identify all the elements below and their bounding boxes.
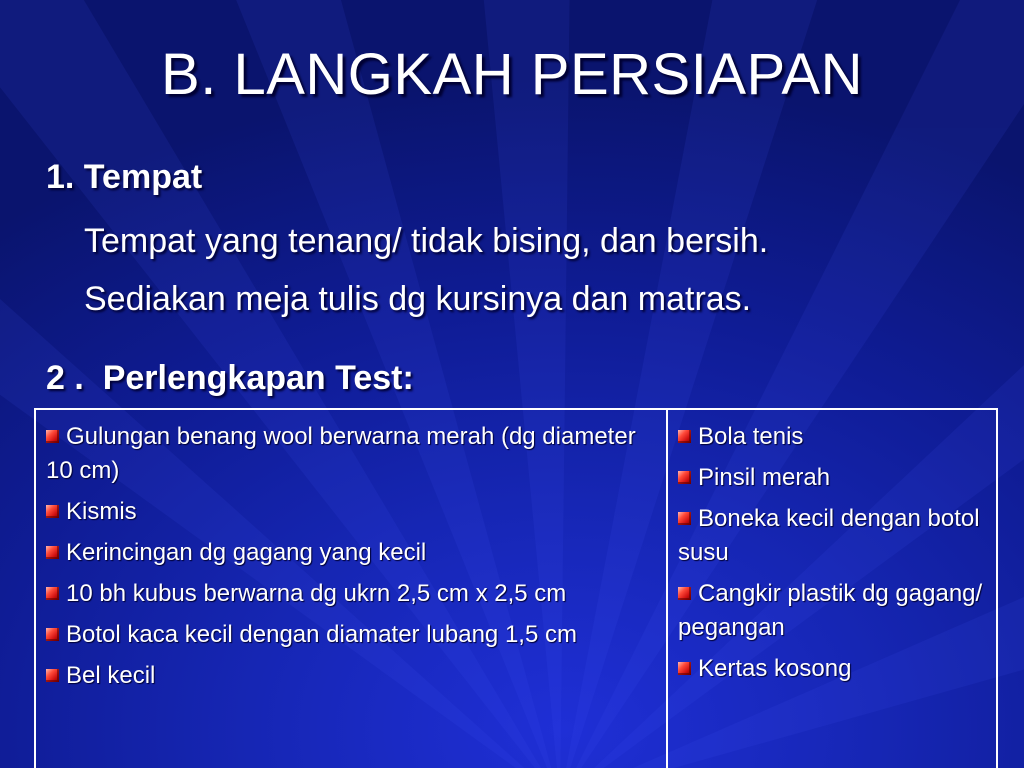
red-square-bullet-icon [678, 662, 691, 675]
list-item [46, 577, 658, 611]
list-item-text: Pinsil merah [698, 464, 831, 491]
list-item [46, 659, 658, 693]
list-item [678, 577, 988, 645]
red-square-bullet-icon [678, 587, 691, 600]
list-item-text: Gulungan benang wool berwarna merah (dg diameter 10 cm) [46, 423, 636, 484]
list-item-text: Kerincingan dg gagang yang kecil [66, 539, 427, 566]
list-item-text: 10 bh kubus berwarna dg ukrn 2,5 cm x 2,5 cm [66, 580, 567, 607]
equipment-column-right [668, 410, 996, 768]
equipment-column-left [36, 410, 668, 768]
red-square-bullet-icon [678, 471, 691, 484]
list-item-text: Kertas kosong [698, 655, 852, 682]
tempat-line-1: Tempat yang tenang/ tidak bising, dan bersih. [84, 222, 769, 260]
list-item-text: Cangkir plastik dg gagang/ pegangan [678, 580, 983, 641]
red-square-bullet-icon [678, 430, 691, 443]
red-square-bullet-icon [46, 505, 59, 518]
red-square-bullet-icon [678, 512, 691, 525]
list-item [46, 420, 658, 488]
list-item-text: Bola tenis [698, 423, 804, 450]
list-item [46, 495, 658, 529]
section-heading-perlengkapan: 2 . Perlengkapan Test: [46, 359, 414, 397]
list-item-text: Bel kecil [66, 662, 156, 689]
list-item [678, 652, 988, 686]
red-square-bullet-icon [46, 430, 59, 443]
list-item [678, 461, 988, 495]
tempat-line-2: Sediakan meja tulis dg kursinya dan matras. [84, 280, 752, 318]
slide-title: B. LANGKAH PERSIAPAN [161, 42, 863, 107]
red-square-bullet-icon [46, 587, 59, 600]
equipment-table [34, 408, 998, 768]
red-square-bullet-icon [46, 546, 59, 559]
list-item-text: Kismis [66, 498, 137, 525]
list-item [46, 618, 658, 652]
section-heading-tempat: 1. Tempat [46, 158, 203, 196]
list-item-text: Botol kaca kecil dengan diamater lubang 1,5 cm [66, 621, 577, 648]
red-square-bullet-icon [46, 628, 59, 641]
list-item [46, 536, 658, 570]
list-item-text: Boneka kecil dengan botol susu [678, 505, 980, 566]
list-item [678, 502, 988, 570]
list-item [678, 420, 988, 454]
red-square-bullet-icon [46, 669, 59, 682]
